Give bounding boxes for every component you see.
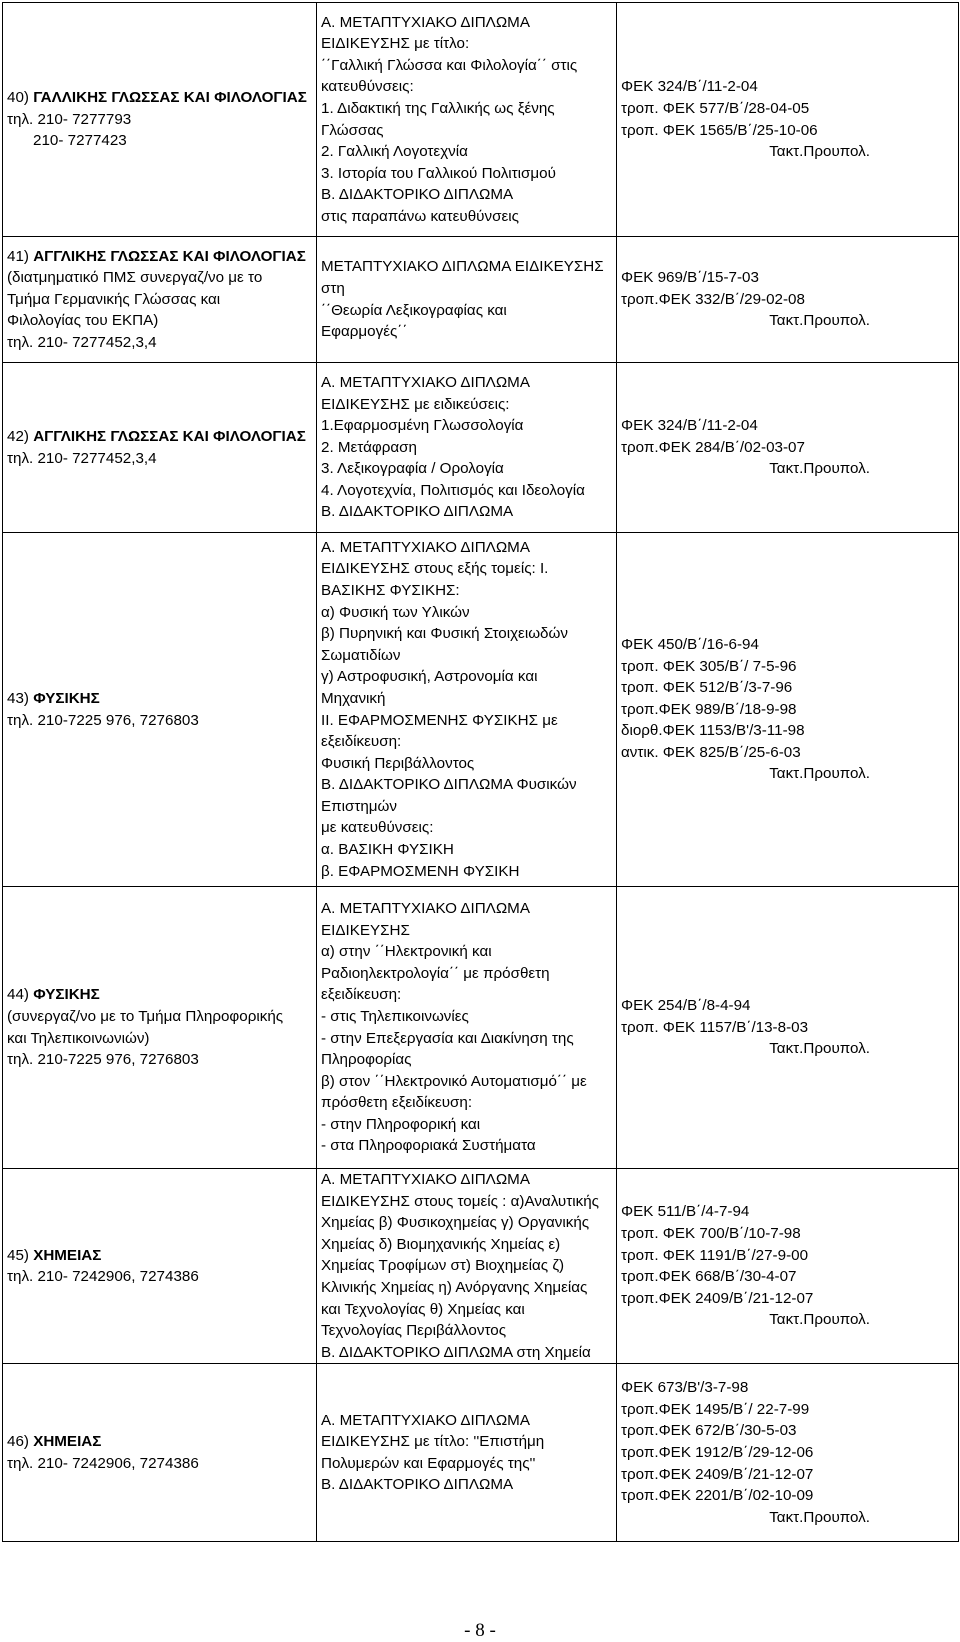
program-line: ΙΙ. ΕΦΑΡΜΟΣΜΕΝΗΣ ΦΥΣΙΚΗΣ με [321,711,558,729]
department-note: Τμήμα Γερμανικής Γλώσσας και [7,290,221,308]
fek-line: τροπ.ΦΕΚ 668/Β΄/30-4-07 [621,1268,797,1286]
fek-cell [617,533,959,887]
fek-line: τροπ. ΦΕΚ 700/Β΄/10-7-98 [621,1224,801,1242]
program-line: Χημείας δ) Βιομηχανικής Χημείας ε) [321,1235,561,1253]
program-line: ΕΙΔΙΚΕΥΣΗΣ με τίτλο: [321,35,470,53]
program-line: κατευθύνσεις: [321,78,414,96]
program-cell [317,363,617,533]
program-cell [317,1169,617,1364]
program-line: ΕΙΔΙΚΕΥΣΗΣ στους εξής τομείς: Ι. [321,560,549,578]
program-line: στη [321,279,345,297]
department-note: και Τηλεπικοινωνιών) [7,1029,150,1047]
program-line: - στην Επεξεργασία και Διακίνηση της [321,1029,574,1047]
program-line: α) Φυσική των Υλικών [321,603,470,621]
program-line: Τεχνολογίας Περιβάλλοντος [321,1322,507,1340]
funding-status: Τακτ.Προυπολ. [769,143,870,161]
fek-cell [617,3,959,237]
program-line: 1. Διδακτική της Γαλλικής ως ξένης [321,99,555,117]
program-line: Γλώσσας [321,121,384,139]
department-number: 41) [7,247,29,265]
fek-cell [617,1364,959,1542]
program-line: 2. Μετάφραση [321,438,417,456]
fek-line: διορθ.ΦΕΚ 1153/Β'/3-11-98 [621,722,805,740]
program-line: ΕΙΔΙΚΕΥΣΗΣ με ειδικεύσεις: [321,395,510,413]
program-line: α) στην ΄΄Ηλεκτρονική και [321,943,492,961]
department-phone: τηλ. 210- 7277452,3,4 [7,333,157,351]
department-phone: τηλ. 210- 7277452,3,4 [7,449,157,467]
program-line: 3. Λεξικογραφία / Ορολογία [321,460,504,478]
department-title [7,87,312,109]
program-line: 4. Λογοτεχνία, Πολιτισμός και Ιδεολογία [321,481,585,499]
fek-line: τροπ.ΦΕΚ 2201/Β΄/02-10-09 [621,1487,814,1505]
department-cell [3,1364,317,1542]
program-line: με κατευθύνσεις: [321,819,434,837]
fek-line: τροπ. ΦΕΚ 1565/Β΄/25-10-06 [621,121,818,139]
program-line: Φυσική Περιβάλλοντος [321,754,475,772]
department-title [7,1245,312,1267]
department-number: 44) [7,986,29,1004]
program-line: Επιστημών [321,797,398,815]
program-line: Α. ΜΕΤΑΠΤΥΧΙΑΚΟ ΔΙΠΛΩΜΑ [321,13,530,31]
program-cell [317,1364,617,1542]
program-line: Α. ΜΕΤΑΠΤΥΧΙΑΚΟ ΔΙΠΛΩΜΑ [321,1171,530,1188]
program-line: Σωματιδίων [321,646,401,664]
table-row [3,887,959,1169]
program-line: πρόσθετη εξειδίκευση: [321,1094,473,1112]
program-cell [317,237,617,363]
department-number: 46) [7,1433,29,1451]
table-row [3,237,959,363]
program-line: ΕΙΔΙΚΕΥΣΗΣ στους τομείς : α)Αναλυτικής [321,1192,599,1210]
program-line: - στα Πληροφοριακά Συστήματα [321,1137,536,1155]
program-line: β) Πυρηνική και Φυσική Στοιχειωδών [321,625,568,643]
program-cell [317,533,617,887]
program-line: ΕΙΔΙΚΕΥΣΗΣ [321,921,410,939]
program-line: στις παραπάνω κατευθύνσεις [321,207,519,225]
program-line: 3. Ιστορία του Γαλλικού Πολιτισμού [321,164,556,182]
program-line: β. ΕΦΑΡΜΟΣΜΕΝΗ ΦΥΣΙΚΗ [321,862,520,880]
program-line: και Τεχνολογίας θ) Χημείας και [321,1300,525,1318]
programs-table [2,2,959,1542]
program-line: ΜΕΤΑΠΤΥΧΙΑΚΟ ΔΙΠΛΩΜΑ ΕΙΔΙΚΕΥΣΗΣ [321,258,604,276]
department-number: 40) [7,89,29,107]
department-name: ΑΓΓΛΙΚΗΣ ΓΛΩΣΣΑΣ ΚΑΙ ΦΙΛΟΛΟΓΙΑΣ [33,427,306,445]
department-phone: τηλ. 210- 7242906, 7274386 [7,1454,199,1472]
department-name: ΧΗΜΕΙΑΣ [33,1433,102,1451]
program-line: ΄΄Θεωρία Λεξικογραφίας και [321,301,507,319]
fek-line: ΦΕΚ 511/Β΄/4-7-94 [621,1203,750,1221]
department-name: ΦΥΣΙΚΗΣ [33,689,100,707]
program-line: Εφαρμογές΄΄ [321,323,408,341]
table-row [3,363,959,533]
program-line: Χημείας Τροφίμων στ) Βιοχημείας ζ) [321,1257,565,1275]
fek-line: ΦΕΚ 969/Β΄/15-7-03 [621,269,759,287]
department-cell [3,533,317,887]
fek-line: ΦΕΚ 450/Β΄/16-6-94 [621,635,759,653]
program-line: - στις Τηλεπικοινωνίες [321,1007,469,1025]
fek-line: τροπ.ΦΕΚ 2409/Β΄/21-12-07 [621,1289,814,1307]
department-title [7,246,312,268]
fek-cell [617,363,959,533]
program-line: Πολυμερών και Εφαρμογές της'' [321,1454,536,1472]
funding-status: Τακτ.Προυπολ. [769,460,870,478]
department-phone: τηλ. 210-7225 976, 7276803 [7,1051,199,1069]
funding-status: Τακτ.Προυπολ. [769,1040,870,1058]
program-line: Κλινικής Χημείας η) Ανόργανης Χημείας [321,1278,588,1296]
fek-cell [617,237,959,363]
program-line: Α. ΜΕΤΑΠΤΥΧΙΑΚΟ ΔΙΠΛΩΜΑ [321,373,530,391]
fek-line: ΦΕΚ 254/Β΄/8-4-94 [621,997,751,1015]
department-name: ΧΗΜΕΙΑΣ [33,1246,102,1264]
program-line: Β. ΔΙΔΑΚΤΟΡΙΚΟ ΔΙΠΛΩΜΑ στη Χημεία [321,1343,591,1361]
department-name: ΓΑΛΛΙΚΗΣ ΓΛΩΣΣΑΣ ΚΑΙ ΦΙΛΟΛΟΓΙΑΣ [33,89,307,107]
program-line: εξειδίκευση: [321,986,402,1004]
department-cell [3,237,317,363]
table-row [3,1169,959,1364]
department-title [7,984,312,1006]
program-line: 1.Εφαρμοσμένη Γλωσσολογία [321,417,524,435]
program-line: Α. ΜΕΤΑΠΤΥΧΙΑΚΟ ΔΙΠΛΩΜΑ [321,538,530,556]
program-line: 2. Γαλλική Λογοτεχνία [321,143,468,161]
department-note: (συνεργαζ/νο με το Τμήμα Πληροφορικής [7,1007,284,1025]
program-line: εξειδίκευση: [321,733,402,751]
program-line: Πληροφορίας [321,1051,412,1069]
department-cell [3,363,317,533]
program-line: Χημείας β) Φυσικοχημείας γ) Οργανικής [321,1214,590,1232]
department-cell [3,1169,317,1364]
program-line: Α. ΜΕΤΑΠΤΥΧΙΑΚΟ ΔΙΠΛΩΜΑ [321,1411,530,1429]
table-row [3,533,959,887]
fek-line: τροπ.ΦΕΚ 1495/Β΄/ 22-7-99 [621,1400,810,1418]
program-line: Α. ΜΕΤΑΠΤΥΧΙΑΚΟ ΔΙΠΛΩΜΑ [321,899,530,917]
program-cell [317,887,617,1169]
department-note: (διατμηματικό ΠΜΣ συνεργαζ/νο με το [7,269,263,287]
fek-line: τροπ. ΦΕΚ 512/Β΄/3-7-96 [621,679,793,697]
program-cell [317,3,617,237]
program-line: ΄΄Γαλλική Γλώσσα και Φιλολογία΄΄ στις [321,56,578,74]
fek-line: ΦΕΚ 324/Β΄/11-2-04 [621,78,758,96]
department-title [7,688,312,710]
department-phone: τηλ. 210-7225 976, 7276803 [7,711,199,729]
fek-cell [617,887,959,1169]
program-line: ΒΑΣΙΚΗΣ ΦΥΣΙΚΗΣ: [321,581,460,599]
funding-status: Τακτ.Προυπολ. [769,1311,870,1329]
department-note: Φιλολογίας του ΕΚΠΑ) [7,312,159,330]
fek-line: τροπ.ΦΕΚ 989/Β΄/18-9-98 [621,700,797,718]
program-line: Μηχανική [321,689,386,707]
fek-line: ΦΕΚ 324/Β΄/11-2-04 [621,417,758,435]
department-phone-2: 210- 7277423 [33,132,127,150]
department-name: ΑΓΓΛΙΚΗΣ ΓΛΩΣΣΑΣ ΚΑΙ ΦΙΛΟΛΟΓΙΑΣ [33,247,306,265]
fek-line: τροπ.ΦΕΚ 672/Β΄/30-5-03 [621,1422,797,1440]
department-title [7,426,312,448]
department-phone: τηλ. 210- 7277793 [7,110,132,128]
department-cell [3,3,317,237]
page-number: - 8 - [464,1620,496,1641]
program-line: Β. ΔΙΔΑΚΤΟΡΙΚΟ ΔΙΠΛΩΜΑ Φυσικών [321,776,577,794]
fek-line: τροπ.ΦΕΚ 2409/Β΄/21-12-07 [621,1465,814,1483]
program-line: - στην Πληροφορική και [321,1115,481,1133]
department-cell [3,887,317,1169]
fek-cell [617,1169,959,1364]
funding-status: Τακτ.Προυπολ. [769,312,870,330]
department-phone: τηλ. 210- 7242906, 7274386 [7,1268,199,1286]
program-line: Ραδιοηλεκτρολογία΄΄ με πρόσθετη [321,964,550,982]
fek-line: τροπ. ΦΕΚ 1191/Β΄/27-9-00 [621,1246,809,1264]
fek-line: τροπ. ΦΕΚ 577/Β΄/28-04-05 [621,99,810,117]
fek-line: ΦΕΚ 673/Β'/3-7-98 [621,1379,749,1397]
department-number: 42) [7,427,29,445]
fek-line: τροπ. ΦΕΚ 1157/Β΄/13-8-03 [621,1018,809,1036]
program-line: ΕΙΔΙΚΕΥΣΗΣ με τίτλο: ''Επιστήμη [321,1433,545,1451]
fek-line: αντικ. ΦΕΚ 825/Β΄/25-6-03 [621,743,801,761]
funding-status: Τακτ.Προυπολ. [769,1508,870,1526]
fek-line: τροπ.ΦΕΚ 1912/Β΄/29-12-06 [621,1444,814,1462]
department-number: 45) [7,1246,29,1264]
program-line: Β. ΔΙΔΑΚΤΟΡΙΚΟ ΔΙΠΛΩΜΑ [321,186,514,204]
fek-line: τροπ. ΦΕΚ 305/Β΄/ 7-5-96 [621,657,797,675]
fek-line: τροπ.ΦΕΚ 284/Β΄/02-03-07 [621,438,805,456]
program-line: β) στον ΄΄Ηλεκτρονικό Αυτοματισμό΄΄ με [321,1072,587,1090]
program-line: α. ΒΑΣΙΚΗ ΦΥΣΙΚΗ [321,841,454,859]
department-number: 43) [7,689,29,707]
department-title [7,1431,312,1453]
department-name: ΦΥΣΙΚΗΣ [33,986,100,1004]
table-row [3,1364,959,1542]
fek-line: τροπ.ΦΕΚ 332/Β΄/29-02-08 [621,290,805,308]
program-line: Β. ΔΙΔΑΚΤΟΡΙΚΟ ΔΙΠΛΩΜΑ [321,503,514,521]
program-line: Β. ΔΙΔΑΚΤΟΡΙΚΟ ΔΙΠΛΩΜΑ [321,1476,514,1494]
funding-status: Τακτ.Προυπολ. [769,765,870,783]
program-line: γ) Αστροφυσική, Αστρονομία και [321,668,538,686]
table-row [3,3,959,237]
